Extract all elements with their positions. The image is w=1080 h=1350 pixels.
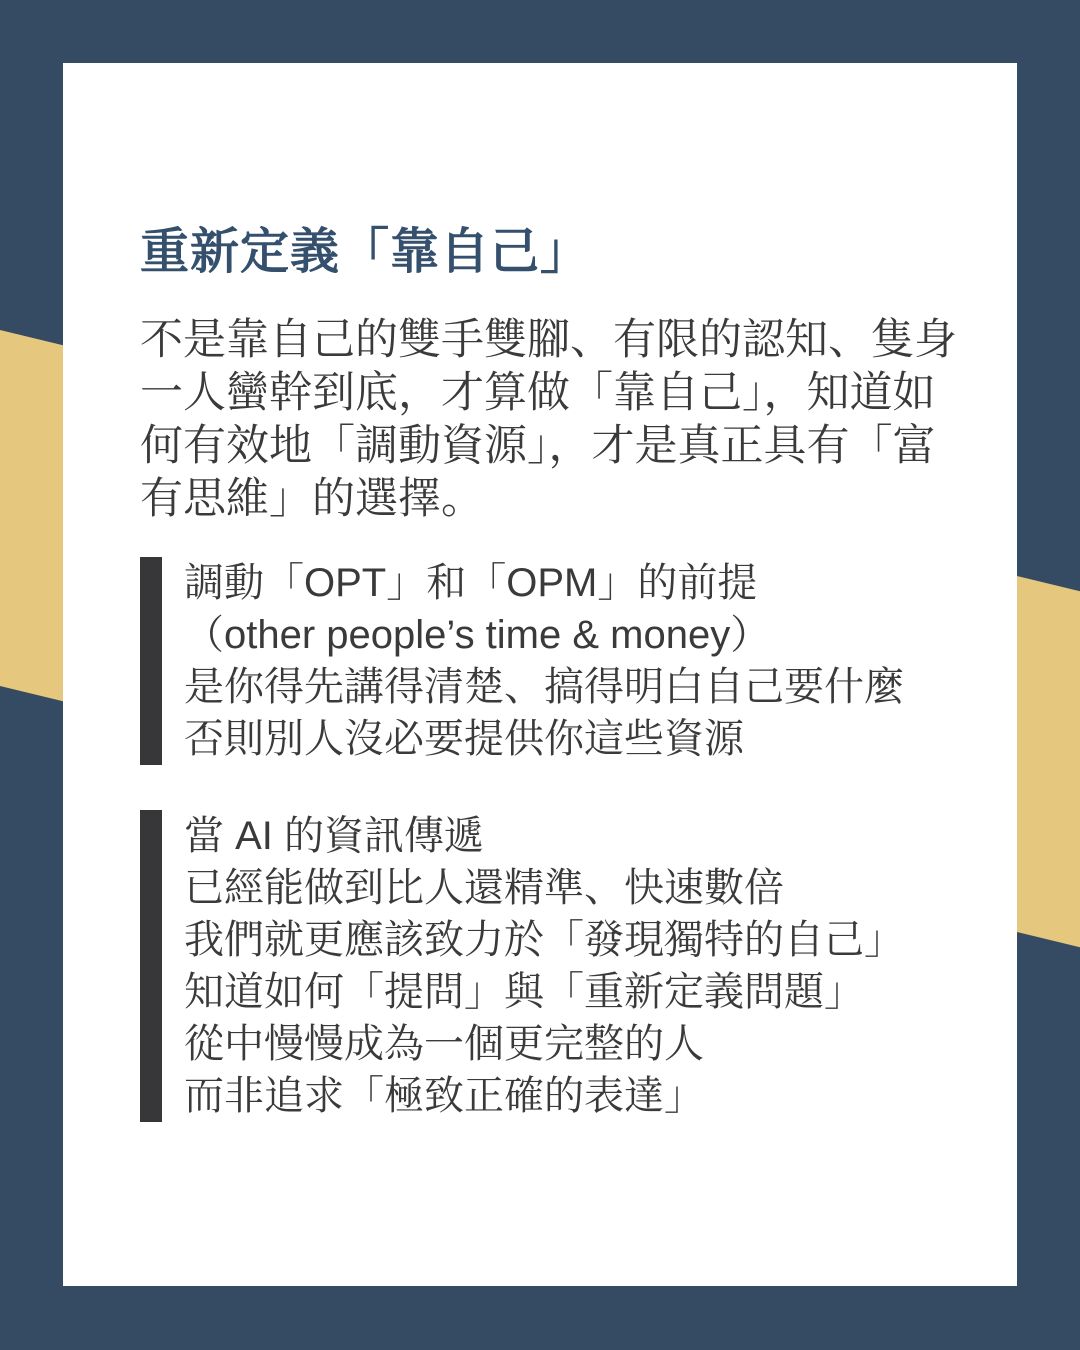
quote-line: 是你得先講得清楚、搞得明白自己要什麼 xyxy=(184,665,904,709)
page-title: 重新定義「靠自己」 xyxy=(140,225,591,279)
intro-line-2: 一人蠻幹到底，才算做「靠自己」，知道如 xyxy=(140,369,936,417)
quote-line: 我們就更應該致力於「發現獨特的自己」 xyxy=(184,918,904,962)
quote-block-opt-opm xyxy=(140,557,940,765)
intro-line-3: 何有效地「調動資源」，才是真正具有「富 xyxy=(140,422,936,470)
quote-line: 調動「OPT」和「OPM」的前提 xyxy=(184,561,758,605)
intro-paragraph xyxy=(140,314,957,526)
quote-line: 從中慢慢成為一個更完整的人 xyxy=(184,1022,704,1066)
quote-line: 知道如何「提問」與「重新定義問題」 xyxy=(184,970,864,1014)
quote-line: 已經能做到比人還精準、快速數倍 xyxy=(184,866,784,910)
intro-line-1: 不是靠自己的雙手雙腳、有限的認知、隻身 xyxy=(140,316,957,364)
quote-line: 而非追求「極致正確的表達」 xyxy=(184,1074,704,1118)
content-card xyxy=(63,63,1017,1286)
quote-line: 否則別人沒必要提供你這些資源 xyxy=(184,717,744,761)
quote-line: 當 AI 的資訊傳遞 xyxy=(184,814,485,858)
quote-line: （other people’s time & money） xyxy=(184,613,771,657)
intro-line-4: 有思維」的選擇。 xyxy=(140,475,484,523)
quote-block-ai xyxy=(140,810,940,1122)
